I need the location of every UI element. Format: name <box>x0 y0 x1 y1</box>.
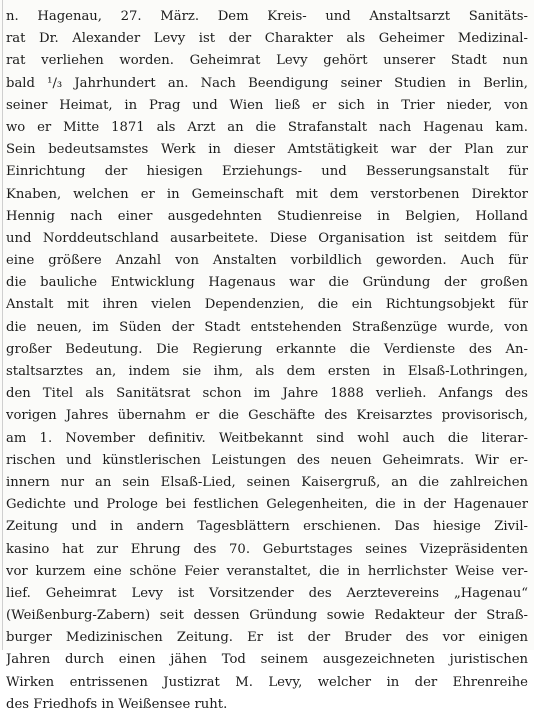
article-line: wo er Mitte 1871 als Arzt an die Strafanstalt nach Hagenau kam. <box>6 119 528 135</box>
article-line: Sein bedeutsamstes Werk in dieser Amtstätigkeit war der Plan zur <box>6 142 528 158</box>
article-line: rat verliehen worden. Geheimrat Levy gehört unserer Stadt nun <box>6 53 528 69</box>
article-line: Knaben, welchen er in Gemeinschaft mit dem verstorbenen Direktor <box>6 186 528 202</box>
article-line: Wirken entrissenen Justizrat M. Levy, welcher in der Ehrenreihe <box>6 674 528 690</box>
article-line: vorigen Jahres übernahm er die Geschäfte des Kreisarztes provisorisch, <box>6 408 528 424</box>
article-line: Zeitung und in andern Tagesblättern erschienen. Das hiesige Zivil- <box>6 519 528 535</box>
article-line: staltsarztes an, indem sie ihm, als dem ersten in Elsaß-Lothringen, <box>6 364 528 379</box>
article-line: großer Bedeutung. Die Regierung erkannte die Verdienste des An- <box>6 341 528 357</box>
article-line: die neuen, im Süden der Stadt entstehenden Straßenzüge wurde, von <box>6 319 528 335</box>
article-line: Gedichte und Prologe bei festlichen Gelegenheiten, die in der Hagenauer <box>6 497 528 513</box>
article-line: Anstalt mit ihren vielen Dependenzien, die ein Richtungsobjekt für <box>6 297 528 313</box>
article-line: den Titel als Sanitätsrat schon im Jahre 1888 verlieh. Anfangs des <box>6 386 528 402</box>
article-line: rat Dr. Alexander Levy ist der Charakter als Geheimer Medizinal- <box>6 31 528 47</box>
article-line: (Weißenburg-Zabern) seit dessen Gründung sowie Redakteur der Straß- <box>6 608 528 624</box>
article-line: eine größere Anzahl von Anstalten vorbildlich geworden. Auch für <box>6 253 528 269</box>
article-line: des Friedhofs in Weißensee ruht. <box>6 696 228 712</box>
article-line: kasino hat zur Ehrung des 70. Geburtstages seines Vizepräsidenten <box>6 541 528 557</box>
article-line: Jahren durch einen jähen Tod seinem ausgezeichneten juristischen <box>6 652 528 668</box>
article-line: n. Hagenau, 27. März. Dem Kreis- und Anstaltsarzt Sanitäts- <box>6 9 528 24</box>
article-line: und Norddeutschland ausarbeitete. Diese Organisation ist seitdem für <box>6 230 528 246</box>
article-line: vor kurzem eine schöne Feier veranstaltet, die in herrlichster Weise ver- <box>6 563 528 579</box>
column-rule <box>2 0 3 650</box>
article-line: rischen und künstlerischen Leistungen des neuen Geheimrats. Wir er- <box>6 452 528 468</box>
article-line: am 1. November definitiv. Weitbekannt sind wohl auch die literar- <box>6 430 528 446</box>
article-line: Einrichtung der hiesigen Erziehungs- und Besserungsanstalt für <box>6 164 528 180</box>
article-line: innern nur an sein Elsaß-Lied, seinen Kaisergruß, an die zahlreichen <box>6 474 528 490</box>
article-line: die bauliche Entwicklung Hagenaus war die Gründung der großen <box>6 275 528 291</box>
article-line: seiner Heimat, in Prag und Wien ließ er sich in Trier nieder, von <box>6 97 528 113</box>
article-line: burger Medizinischen Zeitung. Er ist der Bruder des vor einigen <box>6 630 528 646</box>
article-line: Hennig nach einer ausgedehnten Studienreise in Belgien, Holland <box>6 208 528 224</box>
article-line: lief. Geheimrat Levy ist Vorsitzender des Aerztevereins „Hagenau“ <box>6 585 528 601</box>
article-line: bald ¹/₃ Jahrhundert an. Nach Beendigung seiner Studien in Berlin, <box>6 75 528 91</box>
article-body <box>6 6 528 716</box>
